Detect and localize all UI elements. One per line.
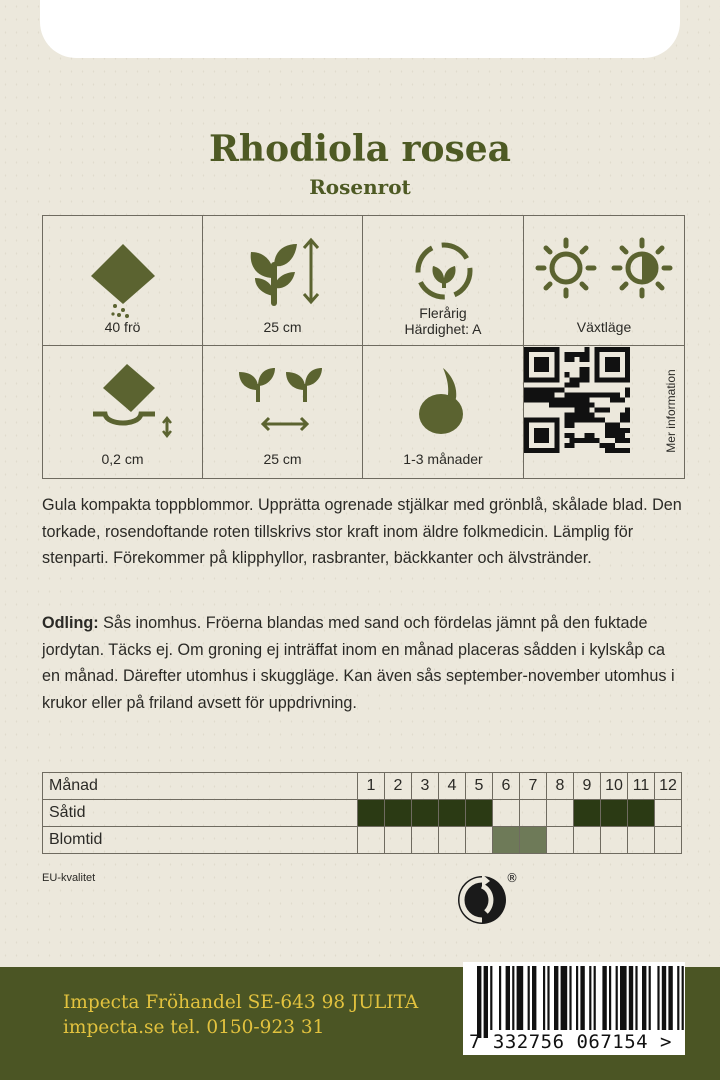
plant-height-label: 25 cm bbox=[263, 319, 302, 335]
bloom-month-6 bbox=[493, 827, 520, 854]
seeds-count-label: 40 frö bbox=[104, 319, 141, 335]
sowing-month-11 bbox=[628, 800, 655, 827]
month-header-label: Månad bbox=[43, 773, 358, 800]
sowing-month-2 bbox=[385, 800, 412, 827]
calendar-header-row bbox=[43, 773, 682, 800]
month-header-4: 4 bbox=[439, 773, 466, 800]
plant-spacing-label: 25 cm bbox=[263, 451, 302, 467]
sowing-month-7 bbox=[520, 800, 547, 827]
month-header-12: 12 bbox=[655, 773, 682, 800]
sowing-month-6 bbox=[493, 800, 520, 827]
month-header-2: 2 bbox=[385, 773, 412, 800]
perennial-cell bbox=[363, 216, 524, 346]
month-header-11: 11 bbox=[628, 773, 655, 800]
month-header-9: 9 bbox=[574, 773, 601, 800]
bloom-month-3 bbox=[412, 827, 439, 854]
sowing-month-4 bbox=[439, 800, 466, 827]
more-info-label: Mer information bbox=[664, 369, 678, 453]
sowing-month-3 bbox=[412, 800, 439, 827]
latin-name-title: Rhodiola rosea bbox=[209, 128, 511, 170]
month-header-3: 3 bbox=[412, 773, 439, 800]
germination-cell bbox=[363, 346, 524, 478]
sowing-month-12 bbox=[655, 800, 682, 827]
bloom-month-10 bbox=[601, 827, 628, 854]
sowing-month-9 bbox=[574, 800, 601, 827]
bloom-month-4 bbox=[439, 827, 466, 854]
month-header-6: 6 bbox=[493, 773, 520, 800]
germination-label: 1-3 månader bbox=[403, 451, 483, 467]
sowing-label: Såtid bbox=[43, 800, 358, 827]
cultivation-body: Sås inomhus. Fröerna blandas med sand och fördelas jämnt på den fuktade jordytan. Täcks ej. Om groning ej inträffat inom en månad placeras sådden i kylskåp ca en månad. Därefter utomhus i skuggläge. Kan även sås september-november utomhus i krukor eller på friland avsett för uppdrivning. bbox=[42, 614, 675, 712]
sowing-month-8 bbox=[547, 800, 574, 827]
perennial-label: Flerårig bbox=[419, 305, 467, 321]
bloom-row bbox=[43, 827, 682, 854]
bloom-month-12 bbox=[655, 827, 682, 854]
footer-address: Impecta Fröhandel SE-643 98 JULITA bbox=[63, 992, 419, 1013]
location-cell bbox=[524, 216, 684, 346]
seeds-count-cell bbox=[43, 216, 203, 346]
footer-contact: impecta.se tel. 0150-923 31 bbox=[63, 1017, 325, 1038]
sowing-depth-label: 0,2 cm bbox=[101, 451, 144, 467]
bloom-month-11 bbox=[628, 827, 655, 854]
bloom-month-2 bbox=[385, 827, 412, 854]
barcode bbox=[463, 962, 685, 1055]
sowing-month-10 bbox=[601, 800, 628, 827]
bloom-month-5 bbox=[466, 827, 493, 854]
registered-mark: ® bbox=[506, 871, 518, 885]
qr-code-icon[interactable] bbox=[524, 346, 630, 454]
sowing-calendar bbox=[42, 772, 682, 854]
location-label: Växtläge bbox=[576, 319, 632, 335]
common-name-subtitle: Rosenrot bbox=[309, 175, 411, 199]
barcode-bars bbox=[463, 966, 685, 1038]
month-header-8: 8 bbox=[547, 773, 574, 800]
month-header-1: 1 bbox=[358, 773, 385, 800]
month-header-5: 5 bbox=[466, 773, 493, 800]
sowing-row bbox=[43, 800, 682, 827]
plant-spacing-cell bbox=[203, 346, 363, 478]
sowing-month-1 bbox=[358, 800, 385, 827]
green-dot-recycle-icon bbox=[456, 868, 520, 930]
cultivation-text bbox=[42, 610, 682, 716]
description-text: Gula kompakta toppblommor. Upprätta ogrenade stjälkar med grönblå, skålade blad. Den torkade, rosendoftande roten tillskrivs stor kraft inom äldre folkmedicin. Lämplig för stenparti. Förekommer på klipphyllor, rasbranter, bäckkanter och älvstränder. bbox=[42, 496, 682, 567]
sowing-depth-cell bbox=[43, 346, 203, 478]
eu-quality-label: EU-kvalitet bbox=[42, 872, 96, 884]
hardiness-label: Härdighet: A bbox=[404, 321, 482, 337]
bloom-month-9 bbox=[574, 827, 601, 854]
qr-cell bbox=[524, 346, 684, 478]
icon-grid bbox=[42, 215, 685, 479]
month-header-7: 7 bbox=[520, 773, 547, 800]
bloom-label: Blomtid bbox=[43, 827, 358, 854]
month-header-10: 10 bbox=[601, 773, 628, 800]
barcode-digits: 7 332756 067154 > bbox=[469, 1031, 672, 1053]
bloom-month-7 bbox=[520, 827, 547, 854]
packet-tab-cutout bbox=[40, 0, 680, 58]
cultivation-label: Odling: bbox=[42, 614, 99, 632]
bloom-month-1 bbox=[358, 827, 385, 854]
more-info-label-wrap bbox=[662, 356, 680, 466]
plant-height-cell bbox=[203, 216, 363, 346]
sowing-month-5 bbox=[466, 800, 493, 827]
bloom-month-8 bbox=[547, 827, 574, 854]
